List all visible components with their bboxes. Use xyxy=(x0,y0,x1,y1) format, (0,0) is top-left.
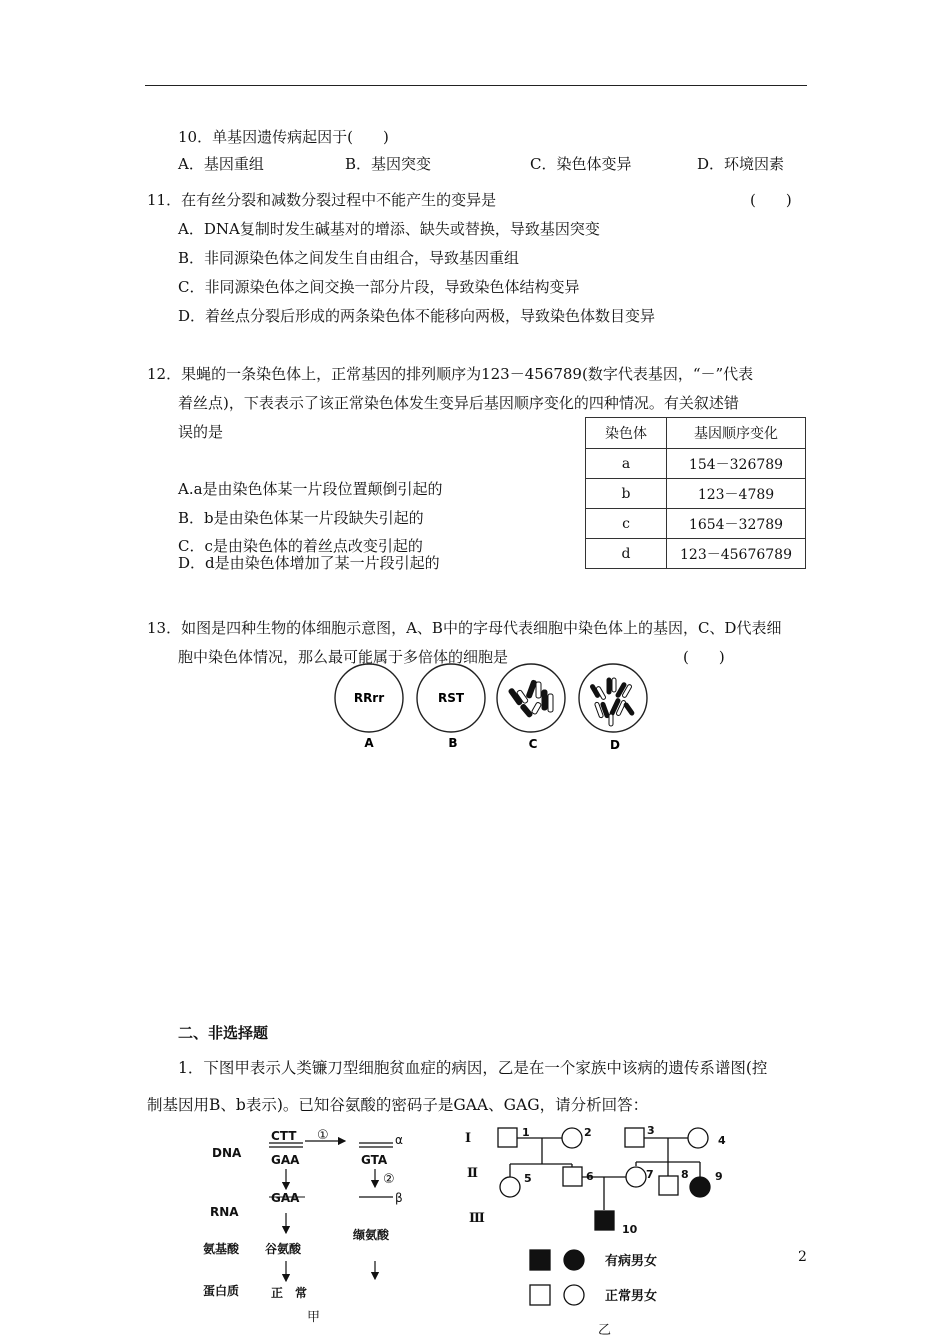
row-label-amino-acid: 氨基酸 xyxy=(203,1242,240,1256)
q12-line3: 误的是 xyxy=(178,423,224,441)
id-9: 9 xyxy=(715,1170,723,1183)
table-cell-gene-order: 154－326789 xyxy=(667,449,806,479)
glutamate-label: 谷氨酸 xyxy=(265,1242,302,1256)
section2-q1-line2: 制基因用B、b表示)。已知谷氨酸的密码子是GAA、GAG，请分析回答： xyxy=(147,1096,649,1114)
id-2: 2 xyxy=(584,1126,592,1139)
header-rule xyxy=(145,85,807,86)
q10-option-d: D．环境因素 xyxy=(697,155,785,173)
individual-7 xyxy=(626,1167,646,1187)
individual-1 xyxy=(498,1128,517,1147)
section2-q1-line1: 1．下图甲表示人类镰刀型细胞贫血症的病因，乙是在一个家族中该病的遗传系谱图(控 xyxy=(178,1059,768,1077)
q11-option-a: A．DNA复制时发生碱基对的增添、缺失或替换，导致基因突变 xyxy=(178,220,600,238)
table-row xyxy=(586,539,806,569)
q12-option-c: C．c是由染色体的着丝点改变引起的 xyxy=(178,537,423,555)
pedigree-yi xyxy=(460,1122,760,1344)
row-label-protein: 蛋白质 xyxy=(203,1284,240,1298)
cell-d-letter: D xyxy=(610,738,620,752)
legend-affected-female-icon xyxy=(564,1250,584,1270)
valine-label: 缬氨酸 xyxy=(353,1228,390,1242)
q11-option-b: B．非同源染色体之间发生自由组合，导致基因重组 xyxy=(178,249,520,267)
individual-2 xyxy=(562,1128,582,1148)
id-8: 8 xyxy=(681,1168,689,1181)
step-1-marker: ① xyxy=(317,1128,329,1143)
q13-line2: 胞中染色体情况，那么最可能属于多倍体的细胞是 xyxy=(178,648,509,666)
table-row xyxy=(586,449,806,479)
q11-answer-bracket: ( ) xyxy=(750,191,792,209)
row-label-rna: RNA xyxy=(210,1205,239,1219)
step-2-marker: ② xyxy=(383,1172,395,1187)
dna-ctt: CTT xyxy=(271,1129,297,1143)
individual-5 xyxy=(500,1177,520,1197)
figure-yi-caption: 乙 xyxy=(598,1323,612,1338)
cell-b-letter: B xyxy=(448,736,458,750)
q12-option-a: A.a是由染色体某一片段位置颠倒引起的 xyxy=(178,480,443,498)
table-cell-gene-order: 1654－32789 xyxy=(667,509,806,539)
table-row xyxy=(586,479,806,509)
page-number: 2 xyxy=(798,1249,807,1265)
legend-affected-label: 有病男女 xyxy=(605,1254,658,1269)
generation-3-label: Ⅲ xyxy=(469,1211,485,1226)
table-cell-gene-order: 123－45676789 xyxy=(667,539,806,569)
individual-3 xyxy=(625,1128,644,1147)
dna-gaa: GAA xyxy=(271,1153,300,1167)
table-header-gene-order: 基因顺序变化 xyxy=(667,418,806,449)
rna-gaa: GAA xyxy=(271,1191,300,1205)
cell-c-letter: C xyxy=(528,737,538,751)
id-7: 7 xyxy=(646,1168,654,1181)
q11-stem: 11．在有丝分裂和减数分裂过程中不能产生的变异是 xyxy=(147,191,497,209)
row-label-dna: DNA xyxy=(212,1146,242,1160)
table-header-chromosome: 染色体 xyxy=(586,418,667,449)
gene-order-table xyxy=(585,417,806,569)
id-5: 5 xyxy=(524,1172,532,1185)
id-3: 3 xyxy=(647,1124,655,1137)
generation-1-label: Ⅰ xyxy=(465,1131,472,1146)
q10-option-b: B．基因突变 xyxy=(345,155,432,173)
legend-normal-label: 正常男女 xyxy=(605,1289,658,1304)
q13-answer-bracket: ( ) xyxy=(683,648,725,666)
cell-a-letter: A xyxy=(364,736,374,750)
legend-normal-male-icon xyxy=(530,1285,550,1305)
cell-diagram xyxy=(325,660,655,755)
q12-option-b: B．b是由染色体某一片段缺失引起的 xyxy=(178,509,424,527)
cell-b xyxy=(417,664,485,750)
mutant-gta: GTA xyxy=(361,1153,388,1167)
individual-4 xyxy=(688,1128,708,1148)
individual-6 xyxy=(563,1167,582,1186)
individual-8 xyxy=(659,1176,678,1195)
protein-normal-label: 正 常 xyxy=(271,1286,308,1300)
individual-9 xyxy=(690,1177,710,1197)
cell-a-genes: RRrr xyxy=(353,691,385,705)
cell-d xyxy=(579,664,647,752)
cell-b-genes: RST xyxy=(437,691,465,705)
figure-jia-caption: 甲 xyxy=(307,1310,321,1325)
table-cell-gene-order: 123－4789 xyxy=(667,479,806,509)
legend-normal-female-icon xyxy=(564,1285,584,1305)
id-1: 1 xyxy=(522,1126,530,1139)
legend-affected-male-icon xyxy=(530,1250,550,1270)
alpha-strand-label: α xyxy=(395,1133,403,1147)
table-header-row xyxy=(586,418,806,449)
figure-jia xyxy=(195,1125,425,1344)
table-row xyxy=(586,509,806,539)
id-6: 6 xyxy=(586,1170,594,1183)
q11-option-c: C．非同源染色体之间交换一部分片段，导致染色体结构变异 xyxy=(178,278,580,296)
q10-stem: 10．单基因遗传病起因于( ) xyxy=(178,128,389,146)
generation-2-label: Ⅱ xyxy=(467,1166,478,1181)
cell-d-chromosomes xyxy=(590,678,635,726)
section-title: 二、非选择题 xyxy=(178,1024,269,1042)
cell-c-chromosomes xyxy=(508,680,553,718)
q10-option-c: C．染色体变异 xyxy=(530,155,632,173)
q10-option-a: A．基因重组 xyxy=(178,155,264,173)
q12-option-d: D．d是由染色体增加了某一片段引起的 xyxy=(178,554,440,572)
q11-option-d: D．着丝点分裂后形成的两条染色体不能移向两极，导致染色体数目变异 xyxy=(178,307,656,325)
individual-10 xyxy=(595,1211,614,1230)
cell-c xyxy=(497,664,565,751)
table-cell-chromosome: d xyxy=(586,539,667,569)
q12-line1: 12．果蝇的一条染色体上，正常基因的排列顺序为123－456789(数字代表基因，“－”代表 xyxy=(147,365,754,383)
q13-line1: 13．如图是四种生物的体细胞示意图，A、B中的字母代表细胞中染色体上的基因，C、D代表细 xyxy=(147,619,782,637)
beta-strand-label: β xyxy=(395,1191,403,1205)
table-cell-chromosome: a xyxy=(586,449,667,479)
id-10: 10 xyxy=(622,1223,638,1236)
cell-a xyxy=(335,664,403,750)
table-cell-chromosome: b xyxy=(586,479,667,509)
id-4: 4 xyxy=(718,1134,726,1147)
table-cell-chromosome: c xyxy=(586,509,667,539)
q12-line2: 着丝点)，下表表示了该正常染色体发生变异后基因顺序变化的四种情况。有关叙述错 xyxy=(178,394,739,412)
